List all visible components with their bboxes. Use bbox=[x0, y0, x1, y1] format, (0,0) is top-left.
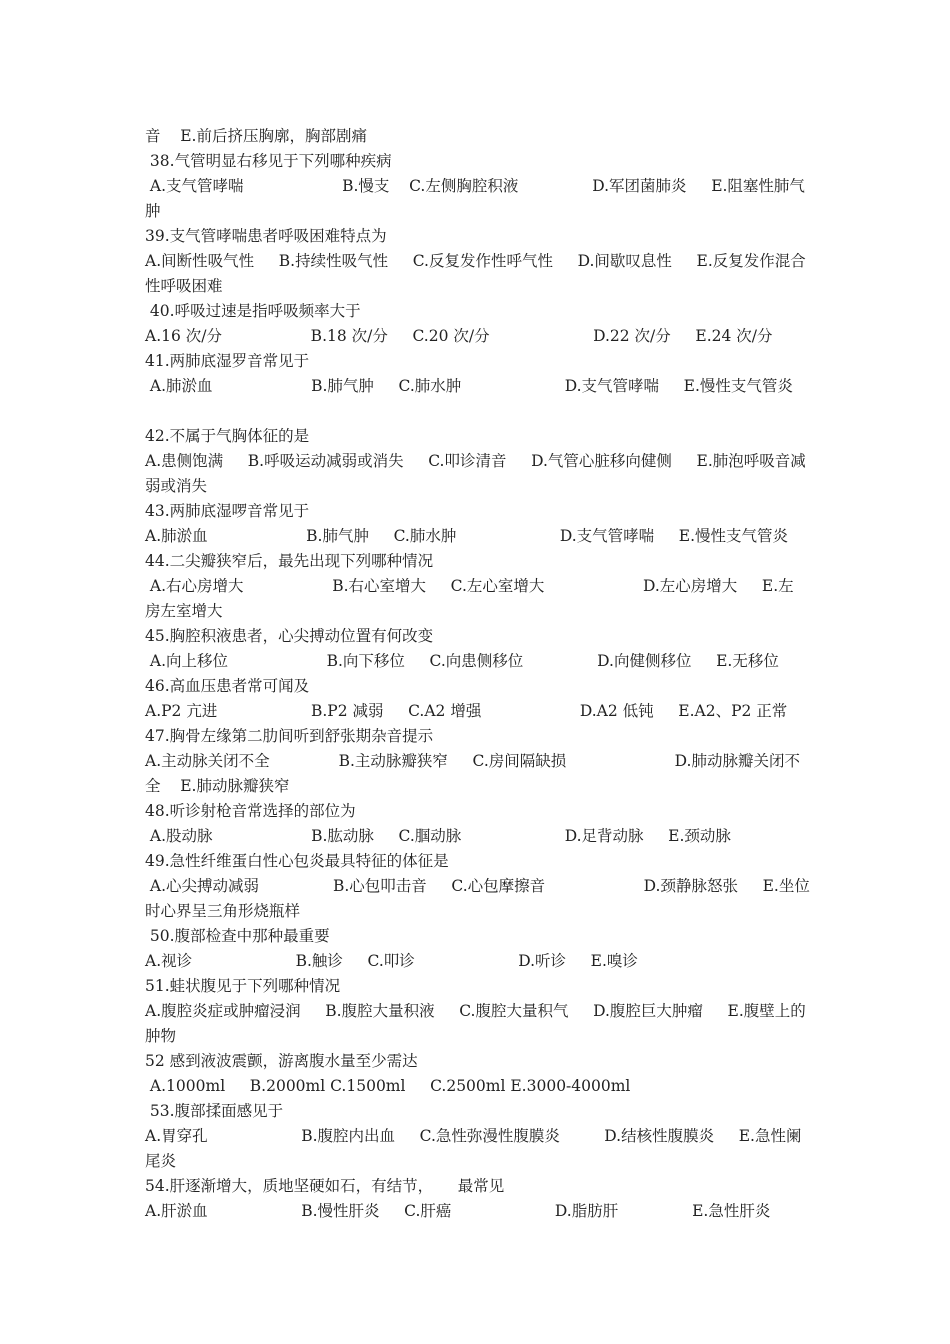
question-52: 52 感到液波震颤，游离腹水量至少需达 bbox=[145, 1052, 418, 1070]
options-38: A.支气管哮喘 B.慢支 C.左侧胸腔积液 D.军团菌肺炎 E.阻塞性肺气 bbox=[145, 177, 805, 195]
options-42-cont: 弱或消失 bbox=[145, 477, 208, 495]
options-49: A.心尖搏动减弱 B.心包叩击音 C.心包摩擦音 D.颈静脉怒张 E.坐位 bbox=[145, 877, 810, 895]
options-54: A.肝淤血 B.慢性肝炎 C.肝癌 D.脂肪肝 E.急性肝炎 bbox=[145, 1202, 771, 1220]
options-45: A.向上移位 B.向下移位 C.向患侧移位 D.向健侧移位 E.无移位 bbox=[145, 652, 779, 670]
question-51: 51.蛙状腹见于下列哪种情况 bbox=[145, 977, 341, 995]
question-44: 44.二尖瓣狭窄后，最先出现下列哪种情况 bbox=[145, 552, 434, 570]
question-53: 53.腹部揉面感见于 bbox=[145, 1102, 284, 1120]
question-49: 49.急性纤维蛋白性心包炎最具特征的体征是 bbox=[145, 852, 449, 870]
question-42: 42.不属于气胸体征的是 bbox=[145, 427, 310, 445]
question-54: 54.肝逐渐增大，质地坚硬如石，有结节， 最常见 bbox=[145, 1177, 505, 1195]
options-47-cont: 全 E.肺动脉瓣狭窄 bbox=[145, 777, 290, 795]
options-53: A.胃穿孔 B.腹腔内出血 C.急性弥漫性腹膜炎 D.结核性腹膜炎 E.急性阑 bbox=[145, 1127, 802, 1145]
options-42: A.患侧饱满 B.呼吸运动减弱或消失 C.叩诊清音 D.气管心脏移向健侧 E.肺泡呼吸音减 bbox=[145, 452, 806, 470]
options-39-cont: 性呼吸困难 bbox=[145, 277, 223, 295]
question-40: 40.呼吸过速是指呼吸频率大于 bbox=[145, 302, 361, 320]
options-48: A.股动脉 B.肱动脉 C.腘动脉 D.足背动脉 E.颈动脉 bbox=[145, 827, 731, 845]
options-53-cont: 尾炎 bbox=[145, 1152, 177, 1170]
options-40: A.16 次/分 B.18 次/分 C.20 次/分 D.22 次/分 E.24 次/分 bbox=[145, 327, 773, 345]
options-44-cont: 房左室增大 bbox=[145, 602, 223, 620]
question-48: 48.听诊射枪音常选择的部位为 bbox=[145, 802, 356, 820]
question-41: 41.两肺底湿罗音常见于 bbox=[145, 352, 310, 370]
question-38: 38.气管明显右移见于下列哪种疾病 bbox=[145, 152, 392, 170]
options-47: A.主动脉关闭不全 B.主动脉瓣狭窄 C.房间隔缺损 D.肺动脉瓣关闭不 bbox=[145, 752, 800, 770]
options-39: A.间断性吸气性 B.持续性吸气性 C.反复发作性呼气性 D.间歇叹息性 E.反复发作混合 bbox=[145, 252, 806, 270]
options-52: A.1000ml B.2000ml C.1500ml C.2500ml E.3000-4000ml bbox=[145, 1077, 631, 1095]
question-47: 47.胸骨左缘第二肋间听到舒张期杂音提示 bbox=[145, 727, 434, 745]
options-50: A.视诊 B.触诊 C.叩诊 D.听诊 E.嗅诊 bbox=[145, 952, 638, 970]
options-49-cont: 时心界呈三角形烧瓶样 bbox=[145, 902, 301, 920]
options-41: A.肺淤血 B.肺气肿 C.肺水肿 D.支气管哮喘 E.慢性支气管炎 bbox=[145, 377, 793, 395]
question-39: 39.支气管哮喘患者呼吸困难特点为 bbox=[145, 227, 387, 245]
question-45: 45.胸腔积液患者，心尖搏动位置有何改变 bbox=[145, 627, 434, 645]
options-43: A.肺淤血 B.肺气肿 C.肺水肿 D.支气管哮喘 E.慢性支气管炎 bbox=[145, 527, 788, 545]
question-50: 50.腹部检查中那种最重要 bbox=[145, 927, 330, 945]
options-44: A.右心房增大 B.右心室增大 C.左心室增大 D.左心房增大 E.左 bbox=[145, 577, 794, 595]
options-51: A.腹腔炎症或肿瘤浸润 B.腹腔大量积液 C.腹腔大量积气 D.腹腔巨大肿瘤 E.腹壁上的 bbox=[145, 1002, 806, 1020]
options-46: A.P2 亢进 B.P2 减弱 C.A2 增强 D.A2 低钝 E.A2、P2 正常 bbox=[145, 702, 788, 720]
question-43: 43.两肺底湿啰音常见于 bbox=[145, 502, 310, 520]
question-46: 46.高血压患者常可闻及 bbox=[145, 677, 310, 695]
text-line: 音 E.前后挤压胸廓，胸部剧痛 bbox=[145, 127, 367, 145]
options-51-cont: 肿物 bbox=[145, 1027, 177, 1045]
options-38-cont: 肿 bbox=[145, 202, 161, 220]
